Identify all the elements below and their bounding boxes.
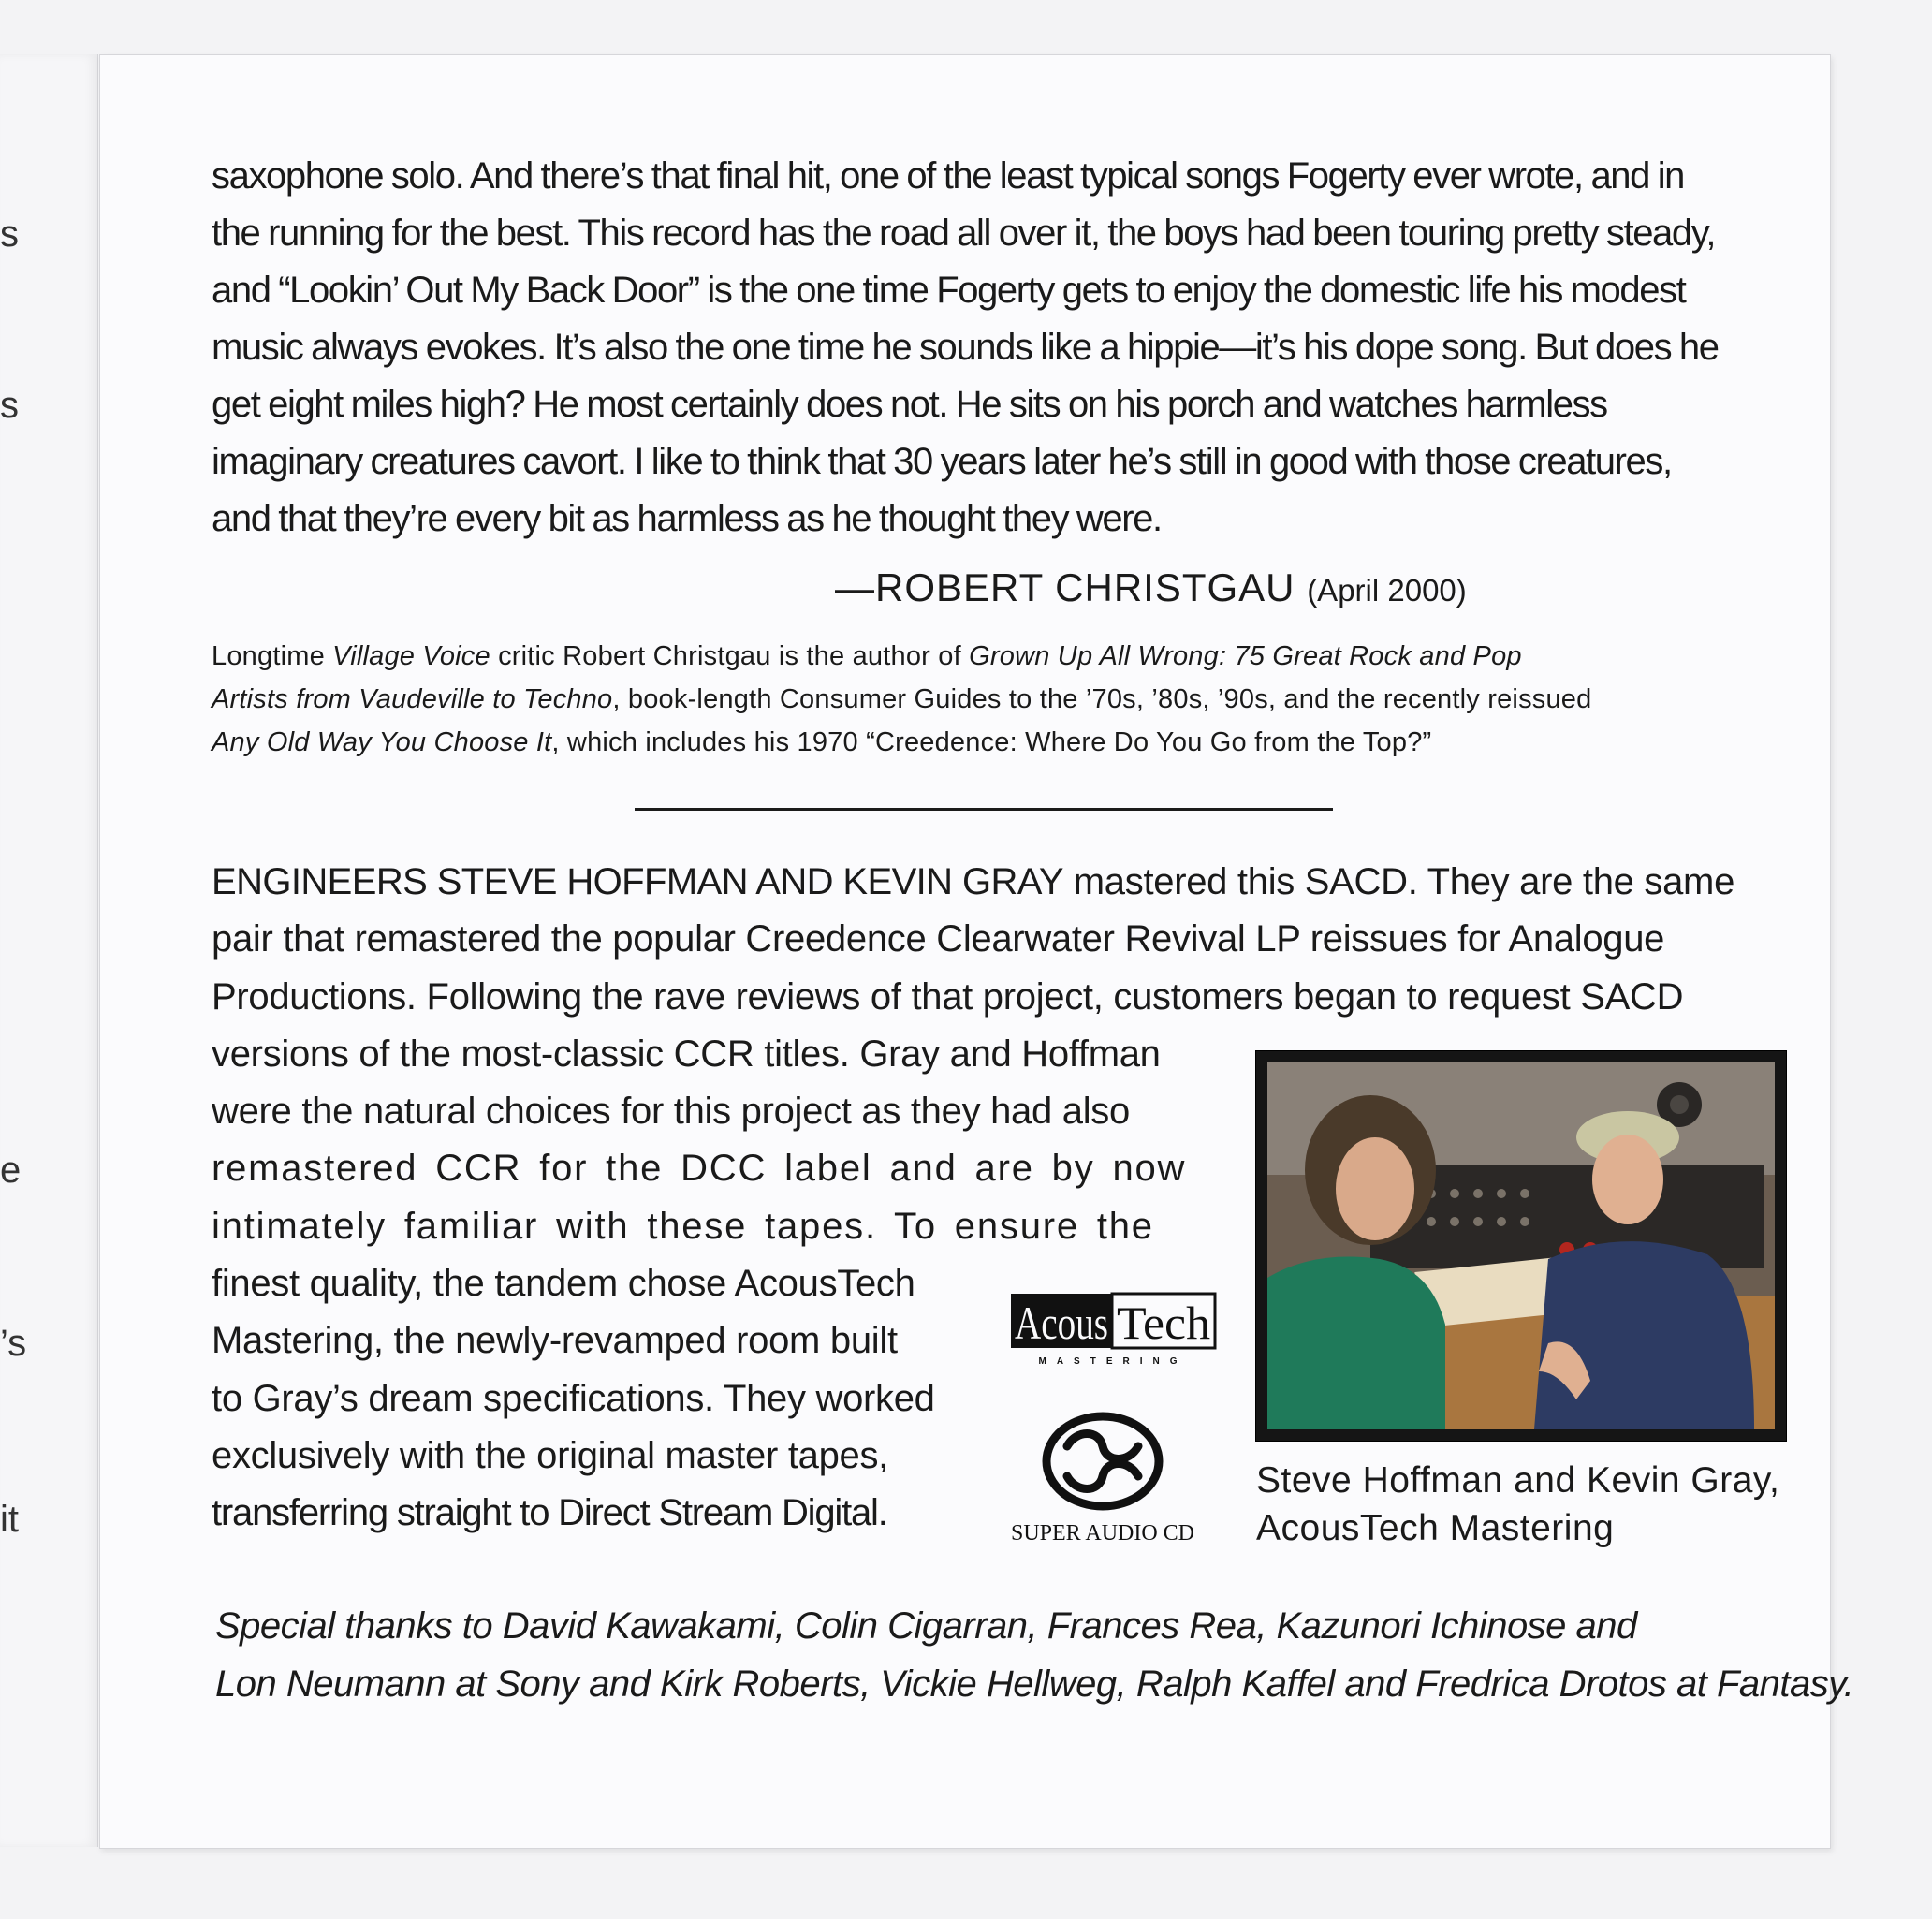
sacd-logo-label: SUPER AUDIO CD	[1010, 1521, 1195, 1545]
engineers-line: pair that remastered the popular Creedence Clearwater Revival LP reissues for Analogue	[212, 918, 1665, 960]
author-byline	[835, 565, 1467, 610]
essay-line: imaginary creatures cavort. I like to think that 30 years later he’s still in good with those creatures,	[212, 441, 1672, 482]
bio-line: Any Old Way You Choose It, which includes his 1970 “Creedence: Where Do You Go from the Top?”	[212, 727, 1432, 757]
prev-page-fragment: s	[0, 385, 19, 426]
engineers-photo-frame	[1255, 1050, 1787, 1442]
photo-caption	[1256, 1457, 1779, 1552]
bio-line: Longtime Village Voice critic Robert Christgau is the author of Grown Up All Wrong: 75 Great Rock and Pop	[212, 641, 1522, 671]
bio-line: Artists from Vaudeville to Techno, book-length Consumer Guides to the ’70s, ’80s, ’90s, and the recently reissued	[212, 684, 1592, 714]
special-thanks	[215, 1597, 1853, 1713]
sacd-disc-icon	[1046, 1416, 1159, 1506]
special-thanks-line: Lon Neumann at Sony and Kirk Roberts, Vickie Hellweg, Ralph Kaffel and Fredrica Drotos at Fantasy.	[215, 1663, 1854, 1705]
engineers-line: remastered CCR for the DCC label and are by now	[212, 1148, 1187, 1190]
engineers-heading: ENGINEERS STEVE HOFFMAN AND KEVIN GRAY	[212, 861, 1063, 902]
prev-page-fragment: ’s	[0, 1323, 27, 1364]
engineers-line: to Gray’s dream specifications. They worked	[212, 1377, 935, 1419]
engineers-line: were the natural choices for this project as they had also	[212, 1091, 1130, 1133]
special-thanks-line: Special thanks to David Kawakami, Colin Cigarran, Frances Rea, Kazunori Ichinose and	[215, 1605, 1637, 1647]
acoustech-logo	[1009, 1292, 1217, 1367]
acoustech-logo-right-text: Tech	[1117, 1296, 1210, 1349]
photo-caption-line: AcousTech Mastering	[1256, 1508, 1615, 1548]
prev-page-fragment: s	[0, 213, 19, 255]
author-bio	[212, 635, 1803, 764]
engineers-line: ENGINEERS STEVE HOFFMAN AND KEVIN GRAY mastered this SACD. They are the same	[212, 861, 1735, 902]
acoustech-logo-subtitle: MASTERING	[1038, 1356, 1188, 1367]
engineers-line: versions of the most-classic CCR titles. Gray and Hoffman	[212, 1033, 1161, 1075]
engineers-line: exclusively with the original master tapes,	[212, 1434, 888, 1476]
essay-line: and “Lookin’ Out My Back Door” is the one time Fogerty gets to enjoy the domestic life his modest	[212, 270, 1686, 311]
acoustech-logo-left-text: Acous	[1015, 1296, 1108, 1349]
engineers-photo	[1267, 1062, 1775, 1429]
engineers-line: Productions. Following the rave reviews of that project, customers began to request SACD	[212, 975, 1684, 1018]
engineers-line: finest quality, the tandem chose AcousTech	[212, 1263, 915, 1305]
previous-page-edge	[0, 54, 98, 1847]
engineers-line: transferring straight to Direct Stream Digital.	[212, 1492, 887, 1534]
prev-page-fragment: e	[0, 1150, 22, 1191]
essay-line: saxophone solo. And there’s that final hit, one of the least typical songs Fogerty ever wrote, and in	[212, 155, 1685, 197]
author-name: —ROBERT CHRISTGAU	[835, 565, 1295, 609]
engineers-line: Mastering, the newly-revamped room built	[212, 1320, 898, 1362]
sacd-logo	[1009, 1409, 1196, 1547]
prev-page-fragment: it	[0, 1499, 19, 1540]
photo-caption-line: Steve Hoffman and Kevin Gray,	[1256, 1460, 1780, 1501]
essay-text	[212, 148, 1793, 548]
essay-line: the running for the best. This record has the road all over it, the boys had been touring pretty steady,	[212, 212, 1716, 254]
studio-photo-illustration	[1267, 1062, 1775, 1429]
author-date: (April 2000)	[1307, 573, 1467, 608]
essay-line: get eight miles high? He most certainly does not. He sits on his porch and watches harmless	[212, 384, 1607, 425]
essay-line: music always evokes. It’s also the one time he sounds like a hippie—it’s his dope song. But does he	[212, 327, 1719, 368]
section-divider	[635, 808, 1333, 811]
essay-line: and that they’re every bit as harmless as he thought they were.	[212, 498, 1162, 539]
engineers-line: intimately familiar with these tapes. To ensure the	[212, 1205, 1154, 1247]
